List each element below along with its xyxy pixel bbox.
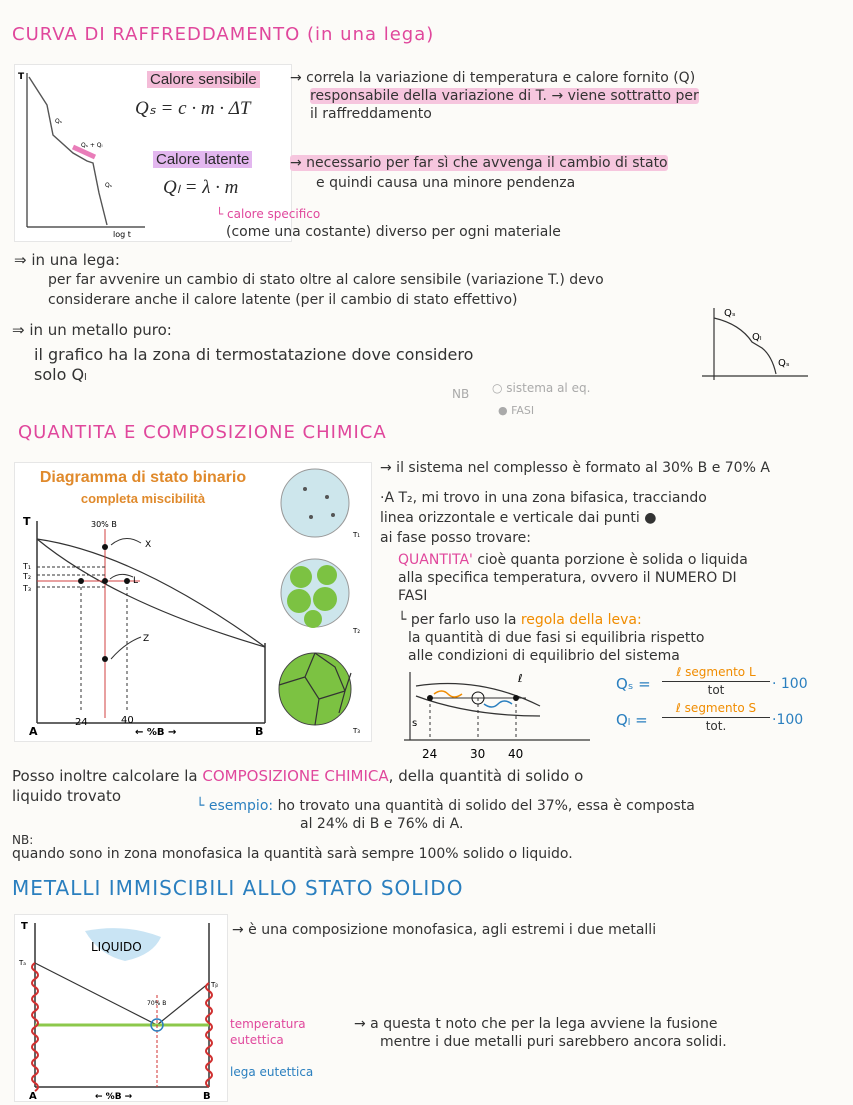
sensible-heat-formula: Qₛ = c · m · ΔT: [135, 98, 251, 119]
eutectic-temp-1: temperatura: [230, 1017, 306, 1031]
immiscible-note-2: → a questa t noto che per la lega avviene la fusione: [354, 1016, 718, 1032]
eutectic-liquid: LIQUIDO: [91, 940, 142, 954]
formula-ql-lhs: Qₗ =: [616, 711, 648, 729]
q-note-5-key: QUANTITA': [398, 552, 473, 568]
q-note-6: alla specifica temperatura, ovvero il NUMERO DI: [398, 570, 737, 586]
binary-t3: T₃: [23, 584, 32, 593]
nb-label-2: NB:: [12, 833, 34, 847]
specific-heat-note: (come una costante) diverso per ogni materiale: [226, 224, 561, 240]
sketch-qs-1: Qₛ: [724, 308, 736, 319]
metallo-line-2: solo Qₗ: [34, 365, 87, 384]
lega-heading: ⇒ in una lega:: [14, 251, 120, 269]
q-note-8-key: regola della leva:: [520, 612, 642, 628]
binary-diagram-subtitle: completa miscibilità: [80, 491, 206, 506]
eutectic-left-a: A: [29, 1091, 37, 1101]
binary-composition: 30% B: [91, 520, 117, 529]
nb-phases: ● FASI: [498, 404, 535, 417]
cooling-axis-y: T: [18, 72, 25, 82]
eutectic-tb: Tᵦ: [211, 981, 219, 989]
binary-point-z: Z: [143, 634, 150, 644]
eutectic-x-axis: ← %B →: [95, 1092, 133, 1101]
note-latent-1-text: → necessario per far sì che avvenga il cambio di stato: [290, 155, 668, 171]
latent-heat-label: Calore latente: [153, 151, 252, 168]
sketch-ql: Qₗ: [752, 332, 762, 343]
composition-post: , della quantità di solido o: [388, 767, 584, 785]
eutectic-figure: [14, 914, 228, 1102]
binary-x-40: 40: [121, 715, 134, 726]
cooling-label-qs1: Qₛ: [55, 118, 62, 125]
formula-ql-numerator: ℓ segmento S: [662, 700, 770, 718]
note-sensible-3: il raffreddamento: [310, 106, 432, 122]
metallo-heading: ⇒ in un metallo puro:: [12, 321, 172, 339]
cooling-label-qs2: Qₛ: [105, 182, 112, 189]
q-note-3: linea orizzontale e verticale dai punti ●: [380, 510, 657, 526]
q-note-2: ·A T₂, mi trovo in una zona bifasica, tracciando: [380, 490, 707, 506]
note-sensible-2: [310, 88, 699, 105]
composition-example: [196, 798, 695, 815]
nb-monophase: quando sono in zona monofasica la quantità sarà sempre 100% solido o liquido.: [12, 846, 573, 862]
eutectic-graph: [15, 915, 227, 1101]
q-note-8-pre: └ per farlo uso la: [398, 612, 517, 628]
eutectic-right-b: B: [203, 1091, 211, 1101]
binary-point-l: L: [133, 576, 139, 586]
lega-line-1: per far avvenire un cambio di stato oltre al calore sensibile (variazione T.) devo: [48, 272, 604, 288]
eutectic-alloy: lega eutettica: [230, 1065, 314, 1079]
q-note-4: ai fase posso trovare:: [380, 530, 531, 546]
sketch-qs-2: Qₛ: [778, 358, 790, 369]
note-latent-1: [290, 155, 668, 172]
metallo-line-1: il grafico ha la zona di termostatazione dove considero: [34, 345, 474, 364]
formula-ql-denominator: tot.: [705, 719, 727, 733]
binary-diagram-figure: [14, 462, 372, 742]
lever-s: s: [412, 718, 418, 729]
composition-key: COMPOSIZIONE CHIMICA: [202, 767, 389, 785]
binary-right-b: B: [255, 725, 264, 738]
note-latent-2: e quindi causa una minore pendenza: [316, 175, 576, 191]
example-key: └ esempio:: [196, 798, 274, 814]
formula-qs-numerator: ℓ segmento L: [662, 664, 770, 682]
formula-qs-lhs: Qₛ =: [616, 675, 651, 693]
binary-diagram-graph: [15, 463, 371, 741]
section-title-cooling-curve: CURVA DI RAFFREDDAMENTO (in una lega): [12, 24, 435, 45]
note-sensible-1: → correla la variazione di temperatura e calore fornito (Q): [290, 70, 696, 86]
binary-left-a: A: [29, 725, 38, 738]
binary-t2: T₂: [23, 572, 32, 581]
formula-qs-rhs: · 100: [772, 676, 808, 692]
composition-line-2: liquido trovato: [12, 787, 122, 805]
lever-x-40: 40: [508, 747, 524, 761]
formula-qs-denominator: tot: [707, 683, 725, 697]
eutectic-composition: 70% B: [147, 1000, 167, 1007]
eutectic-temp-2: eutettica: [230, 1033, 284, 1047]
q-note-5-text: cioè quanta porzione è solida o liquida: [477, 552, 748, 568]
binary-axis-y: T: [23, 515, 31, 528]
sensible-heat-label: Calore sensibile: [147, 71, 260, 88]
q-note-9: la quantità di due fasi si equilibria rispetto: [408, 630, 705, 646]
binary-x-axis: ← %B →: [135, 727, 177, 738]
q-note-5: [398, 552, 748, 569]
cooling-label-qsql: Qₛ + Qₗ: [81, 142, 103, 149]
composition-line-1: [12, 768, 583, 785]
immiscible-note-1: → è una composizione monofasica, agli estremi i due metalli: [232, 922, 657, 938]
lever-l: ℓ: [518, 672, 523, 685]
immiscible-title: METALLI IMMISCIBILI ALLO STATO SOLIDO: [12, 876, 464, 900]
example-text: ho trovato una quantità di solido del 37%, essa è composta: [277, 798, 695, 814]
latent-heat-formula: Qₗ = λ · m: [163, 177, 239, 198]
heat-sketch: [700, 304, 810, 390]
q-note-1: → il sistema nel complesso è formato al 30% B e 70% A: [380, 460, 770, 476]
binary-diagram-title: Diagramma di stato binario: [39, 469, 247, 486]
binary-t1: T₁: [23, 562, 32, 571]
lever-x-24: 24: [422, 747, 438, 761]
immiscible-note-3: mentre i due metalli puri sarebbero ancora solidi.: [380, 1034, 727, 1050]
nb-label-1: NB: [452, 387, 470, 401]
lever-rule-sketch: [400, 666, 600, 766]
q-note-7: FASI: [398, 588, 428, 604]
cooling-axis-x: log t: [113, 230, 131, 239]
binary-point-x: X: [145, 540, 152, 550]
composition-example-2: al 24% di B e 76% di A.: [300, 816, 464, 832]
micro-t2: T₂: [353, 627, 361, 635]
eutectic-axis-y: T: [21, 921, 28, 932]
nb-system-eq: ○ sistema al eq.: [492, 381, 591, 395]
lega-line-2: considerare anche il calore latente (per il cambio di stato effettivo): [48, 292, 518, 308]
micro-t1: T₁: [353, 531, 361, 539]
lever-x-30: 30: [470, 747, 486, 761]
composition-pre: Posso inoltre calcolare la: [12, 767, 198, 785]
formula-ql-rhs: ·100: [772, 712, 804, 728]
q-note-10: alle condizioni di equilibrio del sistema: [408, 648, 680, 664]
section-title-quantity: QUANTITA E COMPOSIZIONE CHIMICA: [18, 422, 387, 443]
q-note-8: [398, 612, 642, 629]
section-title-immiscible: [12, 876, 464, 900]
specific-heat-label: └ calore specifico: [216, 207, 321, 221]
binary-x-24: 24: [75, 717, 88, 728]
micro-t3: T₃: [353, 727, 361, 735]
eutectic-ta: Tₐ: [19, 959, 27, 967]
note-sensible-2-text: responsabile della variazione di T. → viene sottratto per: [310, 88, 699, 104]
